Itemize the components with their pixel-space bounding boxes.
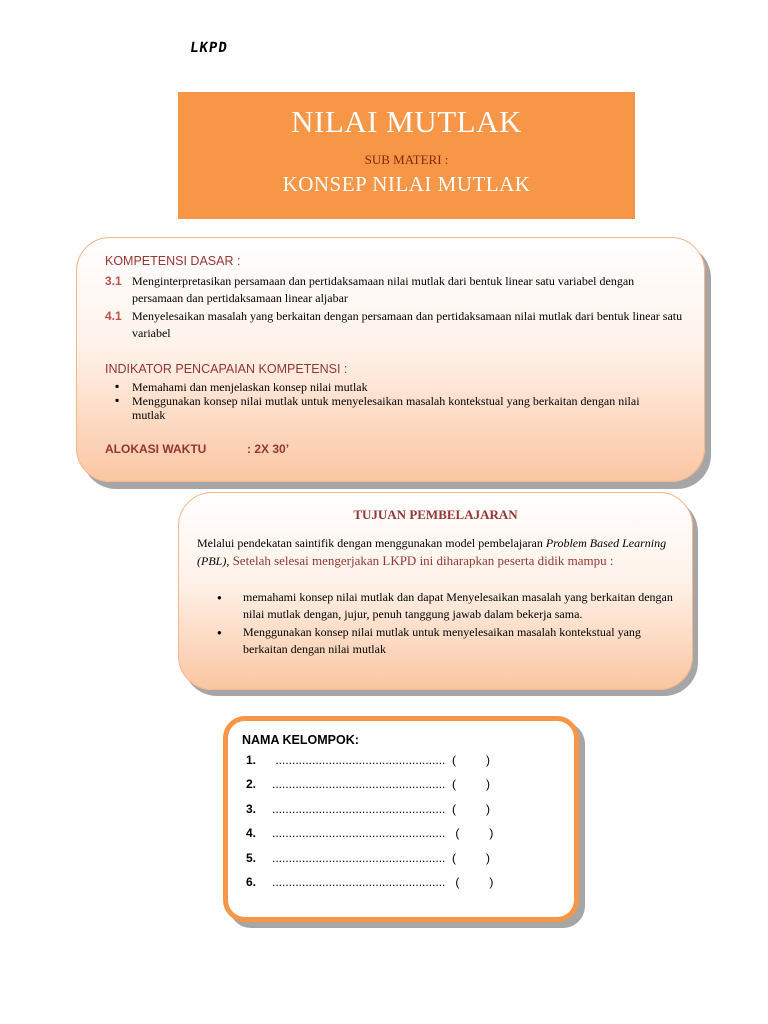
kelompok-row[interactable]	[246, 826, 493, 850]
kelompok-row-number: 3.	[246, 801, 257, 816]
kelompok-row-number: 4.	[246, 826, 257, 841]
tujuan-card	[178, 492, 693, 690]
tujuan-item: ● Menggunakan konsep nilai mutlak untuk menyelesaikan masalah kontekstual yang berkaitan dengan nilai mutlak	[213, 624, 673, 658]
kompetensi-number: 4.1	[105, 309, 122, 323]
kompetensi-text: Menyelesaikan masalah yang berkaitan dengan persamaan dan pertidaksamaan nilai mutlak dari bentuk linear satu variabel	[132, 309, 683, 340]
kelompok-row[interactable]	[246, 802, 493, 826]
kompetensi-number: 3.1	[105, 274, 122, 288]
tujuan-intro-text: Melalui pendekatan saintifik dengan menggunakan model pembelajaran	[197, 536, 546, 550]
tujuan-list	[213, 589, 673, 659]
kelompok-row-number: 1.	[246, 753, 257, 767]
tujuan-intro-goal: Setelah selesai mengerjakan LKPD ini diharapkan peserta didik mampu :	[229, 553, 614, 568]
kelompok-row-line[interactable]: .................................................... ( )	[272, 850, 491, 865]
kelompok-row[interactable]	[246, 851, 493, 875]
kelompok-box	[223, 716, 579, 922]
kelompok-row[interactable]	[246, 753, 493, 777]
kompetensi-item	[105, 273, 685, 307]
indikator-list	[115, 380, 675, 422]
kompetensi-item	[105, 308, 685, 342]
kompetensi-card	[76, 237, 705, 482]
tujuan-heading: TUJUAN PEMBELAJARAN	[353, 507, 518, 522]
kelompok-row-number: 5.	[246, 850, 257, 865]
indikator-item: ▪ Menggunakan konsep nilai mutlak untuk menyelesaikan masalah kontekstual yang berkaitan dengan nilai mutlak	[115, 394, 675, 422]
sub-materi-label: SUB MATERI :	[364, 152, 449, 167]
kelompok-row-line[interactable]: .................................................... ( )	[272, 874, 494, 889]
tujuan-intro	[197, 535, 679, 570]
logo-text: LKPD	[188, 40, 229, 56]
sub-materi-title: KONSEP NILAI MUTLAK	[282, 172, 531, 196]
kelompok-row[interactable]	[246, 875, 493, 899]
page-title: NILAI MUTLAK	[291, 104, 522, 139]
kelompok-row-line[interactable]: .................................................... ( )	[272, 777, 491, 792]
kelompok-row-line[interactable]: .................................................... ( )	[272, 826, 494, 841]
kelompok-row-line[interactable]: .................................................... ( )	[272, 801, 491, 816]
alokasi-value: : 2X 30’	[247, 442, 290, 456]
alokasi-label: ALOKASI WAKTU	[105, 442, 207, 456]
kompetensi-text: Menginterpretasikan persamaan dan pertidaksamaan nilai mutlak dari bentuk linear satu variabel dengan persamaan dan pertidaksamaan linear aljabar	[132, 274, 635, 305]
kelompok-row[interactable]	[246, 777, 493, 801]
tujuan-intro-model: Problem Based Learning (PBL),	[197, 536, 667, 568]
indikator-item: ▪ Memahami dan menjelaskan konsep nilai mutlak	[115, 380, 675, 394]
tujuan-item: ● memahami konsep nilai mutlak dan dapat Menyelesaikan masalah yang berkaitan dengan nilai mutlak dengan, jujur, penuh tanggung jawab dalam bekerja sama.	[213, 589, 673, 623]
kelompok-list	[246, 753, 493, 899]
title-banner	[178, 92, 635, 219]
indikator-heading: INDIKATOR PENCAPAIAN KOMPETENSI :	[105, 362, 348, 376]
kelompok-heading: NAMA KELOMPOK:	[242, 733, 359, 747]
kompetensi-heading: KOMPETENSI DASAR :	[105, 254, 241, 268]
kelompok-row-number: 6.	[246, 874, 257, 889]
kelompok-row-number: 2.	[246, 777, 257, 792]
kelompok-row-line[interactable]: ................................................... ( )	[272, 753, 491, 767]
